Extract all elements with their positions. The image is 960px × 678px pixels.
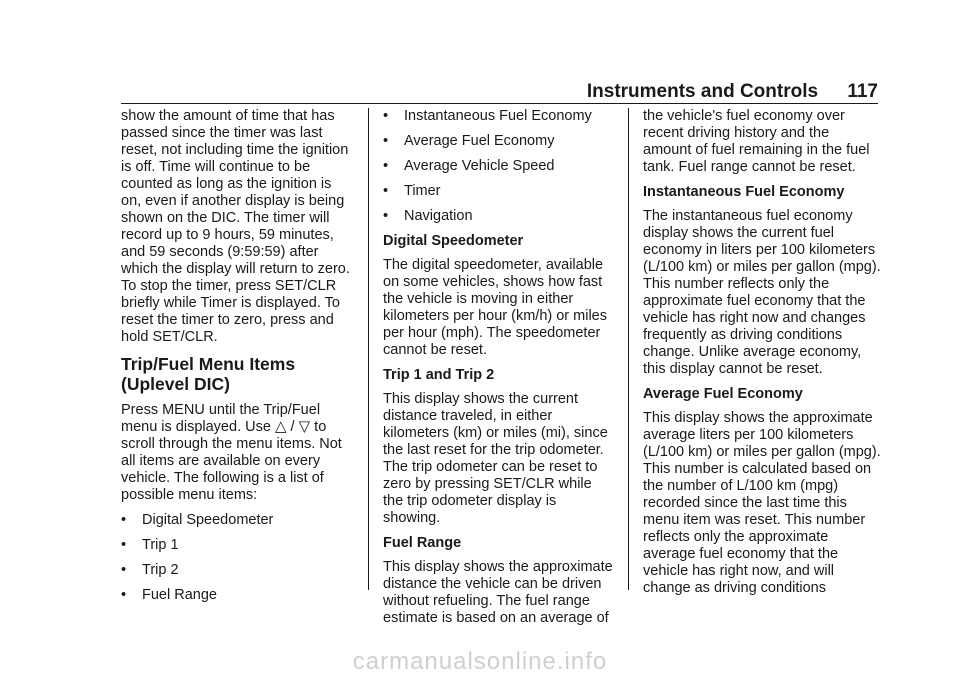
list-item-label: Instantaneous Fuel Economy <box>404 108 592 124</box>
list-item <box>383 133 615 150</box>
up-arrow-icon: △ <box>274 418 287 435</box>
down-arrow-icon: ▽ <box>298 418 311 435</box>
section-title: Instruments and Controls <box>586 81 819 102</box>
list-item-label: Navigation <box>404 208 473 224</box>
subheading: Digital Speedometer <box>383 233 524 249</box>
column-1 <box>121 108 353 612</box>
column-divider <box>628 108 629 590</box>
paragraph: The instantaneous fuel economy display shows the current fuel economy in liters per 100 kilometers (L/100 km) or miles per gallon (mpg). This number reflects only the approximate fuel economy that the vehicle has right now and changes frequently as driving conditions change. Unlike average economy, this display cannot be reset. <box>643 208 881 377</box>
list-item <box>121 512 353 529</box>
header-rule <box>121 103 878 104</box>
section-heading <box>121 354 353 394</box>
list-item <box>121 562 353 579</box>
bullet: • <box>121 537 127 553</box>
page-number: 117 <box>847 81 878 102</box>
bullet: • <box>383 183 389 199</box>
subheading: Fuel Range <box>383 535 462 551</box>
list-item <box>383 208 615 225</box>
list-item-label: Trip 2 <box>142 562 179 578</box>
list-item-label: Digital Speedometer <box>142 512 274 528</box>
bullet: • <box>121 562 127 578</box>
list-item-label: Average Vehicle Speed <box>404 158 555 174</box>
column-2 <box>383 108 615 635</box>
subheading: Trip 1 and Trip 2 <box>383 367 495 383</box>
paragraph: show the amount of time that has passed since the timer was last reset, not including time the ignition is off. Time will continue to be counted as long as the ignition is on, even if another display is being shown on the DIC. The timer will record up to 9 hours, 59 minutes, and 59 seconds (9:59:59) after which the display will return to zero. To stop the timer, press SET/CLR briefly while Timer is displayed. To reset the timer to zero, press and hold SET/CLR. <box>121 108 350 345</box>
column-divider <box>368 108 369 590</box>
list-item-label: Fuel Range <box>142 587 217 603</box>
text-run: Press MENU until the Trip/Fuel menu is displayed. Use <box>121 402 321 435</box>
bullet: • <box>383 158 389 174</box>
list-item <box>383 183 615 200</box>
heading-line: Trip/Fuel Menu Items <box>121 354 296 374</box>
list-item <box>121 537 353 554</box>
separator: / <box>290 419 295 435</box>
list-item <box>121 587 353 604</box>
bullet: • <box>121 512 127 528</box>
subheading: Average Fuel Economy <box>643 386 803 402</box>
list-item-label: Timer <box>404 183 441 199</box>
paragraph: the vehicle's fuel economy over recent driving history and the amount of fuel remaining in the fuel tank. Fuel range cannot be reset. <box>643 108 870 175</box>
bullet: • <box>121 587 127 603</box>
subheading: Instantaneous Fuel Economy <box>643 184 845 200</box>
bullet: • <box>383 108 389 124</box>
bullet: • <box>383 208 389 224</box>
page-header <box>0 78 878 106</box>
text-run: to scroll through the menu items. Not all items are available on every vehicle. The following is a list of possible menu items: <box>121 419 342 503</box>
paragraph: This display shows the current distance traveled, in either kilometers (km) or miles (mi), since the last reset for the trip odometer. The trip odometer can be reset to zero by pressing SET/CLR while the trip odometer display is showing. <box>383 391 608 526</box>
paragraph <box>121 402 353 504</box>
heading-line: (Uplevel DIC) <box>121 374 230 394</box>
list-item-label: Average Fuel Economy <box>404 133 555 149</box>
paragraph: The digital speedometer, available on some vehicles, shows how fast the vehicle is moving in either kilometers per hour (km/h) or miles per hour (mph). The speedometer cannot be reset. <box>383 257 607 358</box>
list-item <box>383 108 615 125</box>
paragraph: This display shows the approximate average liters per 100 kilometers (L/100 km) or miles per gallon (mpg). This number is calculated based on the number of L/100 km (mpg) recorded since the last time this menu item was reset. This number reflects only the approximate average fuel economy that the vehicle has right now, and will change as driving conditions <box>643 410 881 596</box>
bullet: • <box>383 133 389 149</box>
list-item <box>383 158 615 175</box>
paragraph: This display shows the approximate distance the vehicle can be driven without refueling. The fuel range estimate is based on an average of <box>383 559 613 626</box>
list-item-label: Trip 1 <box>142 537 179 553</box>
watermark: carmanualsonline.info <box>352 648 608 675</box>
column-3 <box>643 108 881 605</box>
